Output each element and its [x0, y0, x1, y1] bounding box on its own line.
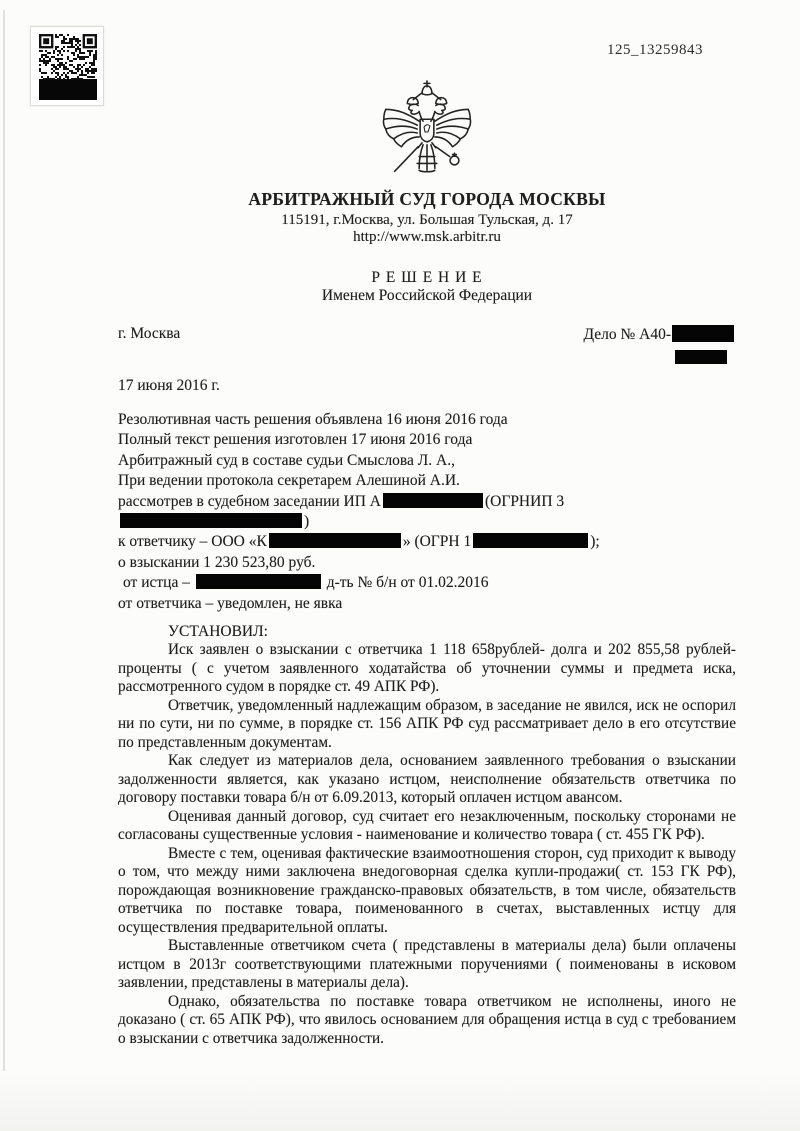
intro-text: ); [590, 533, 600, 551]
ruling-paragraph: Выставленные ответчиком счета ( представлены в материалы дела) были оплачены истцом в 2013г соответствующими платежными поручениями ( поименованы в исковом заявлении, представлены в материалы дела). [118, 937, 736, 992]
intro-line-claimant [118, 492, 736, 533]
ruling-paragraph: Как следует из материалов дела, основанием заявленного требования о взыскании задолженности является, как указано истцом, неисполнение обязательств ответчика по договору поставки товара б/н от 6.09.2013, который оплачен истцом авансом. [118, 752, 736, 807]
intro-text: д-ть № б/н от 01.02.2016 [326, 574, 489, 592]
document-number: 125_13259843 [607, 42, 703, 58]
case-number-second-line [118, 349, 736, 363]
intro-text: » (ОГРН 1 [402, 533, 472, 551]
redaction-bar [473, 533, 588, 548]
redaction-bar [269, 533, 401, 548]
redaction-bar [39, 79, 97, 100]
intro-line: от ответчика – уведомлен, не явка [118, 594, 343, 612]
decision-title: Р Е Ш Е Н И Е [371, 269, 483, 286]
ruling-paragraph: Вместе с тем, оценивая фактические взаимоотношения сторон, суд приходит к выводу о том, что между ними заключена внедоговорная сделка купли-продажи( ст. 153 ГК РФ), порождающая возникновение гражданско-правовых обязательств, в том числе, обязательств ответчика по поставке товара, поименованного в счетах, выставленных истцу для осуществления предварительной оплаты. [118, 844, 736, 936]
russia-coat-of-arms-icon [369, 78, 485, 186]
intro-line: Арбитражный суд в составе судьи Смыслова Л. А., [118, 451, 456, 469]
case-number-label: Дело № А40- [583, 326, 671, 343]
court-website: http://www.msk.arbitr.ru [353, 229, 501, 245]
redaction-bar [120, 513, 302, 528]
redaction-bar [383, 493, 483, 508]
intro-line-defendant [118, 532, 736, 552]
case-intro-block [118, 410, 736, 614]
redaction-bar [675, 350, 727, 364]
intro-text: рассмотрев в судебном заседании ИП А [118, 492, 381, 510]
city-label: г. Москва [118, 325, 181, 342]
intro-line-plaintiff-rep [118, 573, 736, 593]
intro-line: о взыскании 1 230 523,80 руб. [118, 553, 316, 571]
decision-date: 17 июня 2016 г. [118, 377, 220, 394]
intro-text: к ответчику – ООО «К [118, 533, 267, 551]
ruling-body [118, 641, 736, 1048]
intro-text: (ОГРНИП 3 [485, 492, 565, 510]
ruling-paragraph: Однако, обязательства по поставке товара ответчиком не исполнены, иного не доказано ( ст. 65 АПК РФ), что явилось основанием для обращения истца в суд с требованием о взыскании с ответчика задолженности. [118, 992, 736, 1047]
court-address: 115191, г.Москва, ул. Большая Тульская, д. 17 [281, 212, 573, 228]
qr-code-icon [30, 26, 104, 106]
redaction-bar [672, 325, 734, 342]
ruling-paragraph: Ответчик, уведомленный надлежащим образом, в заседание не явился, иск не оспорил ни по сути, ни по сумме, в порядке ст. 156 АПК РФ суд рассматривает дело в его отсутствие по представленным документам. [118, 696, 736, 751]
ruling-paragraph: Иск заявлен о взыскании с ответчика 1 118 658рублей- долга и 202 855,58 рублей- проценты ( с учетом заявленного ходатайства об уточнении суммы и предмета иска, рассмотренного судом в порядке ст. 49 АПК РФ). [118, 641, 736, 696]
intro-line: Резолютивная часть решения объявлена 16 июня 2016 года [118, 411, 508, 428]
intro-line: При ведении протокола секретарем Алешиной А.И. [118, 472, 460, 490]
ruling-paragraph: Оценивая данный договор, суд считает его незаключенным, поскольку сторонами не согласованы существенные условия - наименование и количество товара ( ст. 455 ГК РФ). [118, 807, 736, 844]
ruling-heading: УСТАНОВИЛ: [168, 623, 268, 641]
intro-line: Полный текст решения изготовлен 17 июня 2016 года [118, 431, 473, 449]
case-row [118, 325, 736, 344]
decision-subtitle: Именем Российской Федерации [321, 287, 533, 304]
case-number [583, 325, 736, 344]
court-name: АРБИТРАЖНЫЙ СУД ГОРОДА МОСКВЫ [248, 189, 606, 209]
scan-edge-artifact [3, 10, 5, 1085]
qr-code-pattern [39, 34, 97, 80]
scan-bottom-shade [0, 1071, 800, 1131]
intro-text: от истца – [123, 574, 190, 592]
intro-text: ) [304, 513, 310, 531]
redaction-bar [196, 574, 321, 589]
